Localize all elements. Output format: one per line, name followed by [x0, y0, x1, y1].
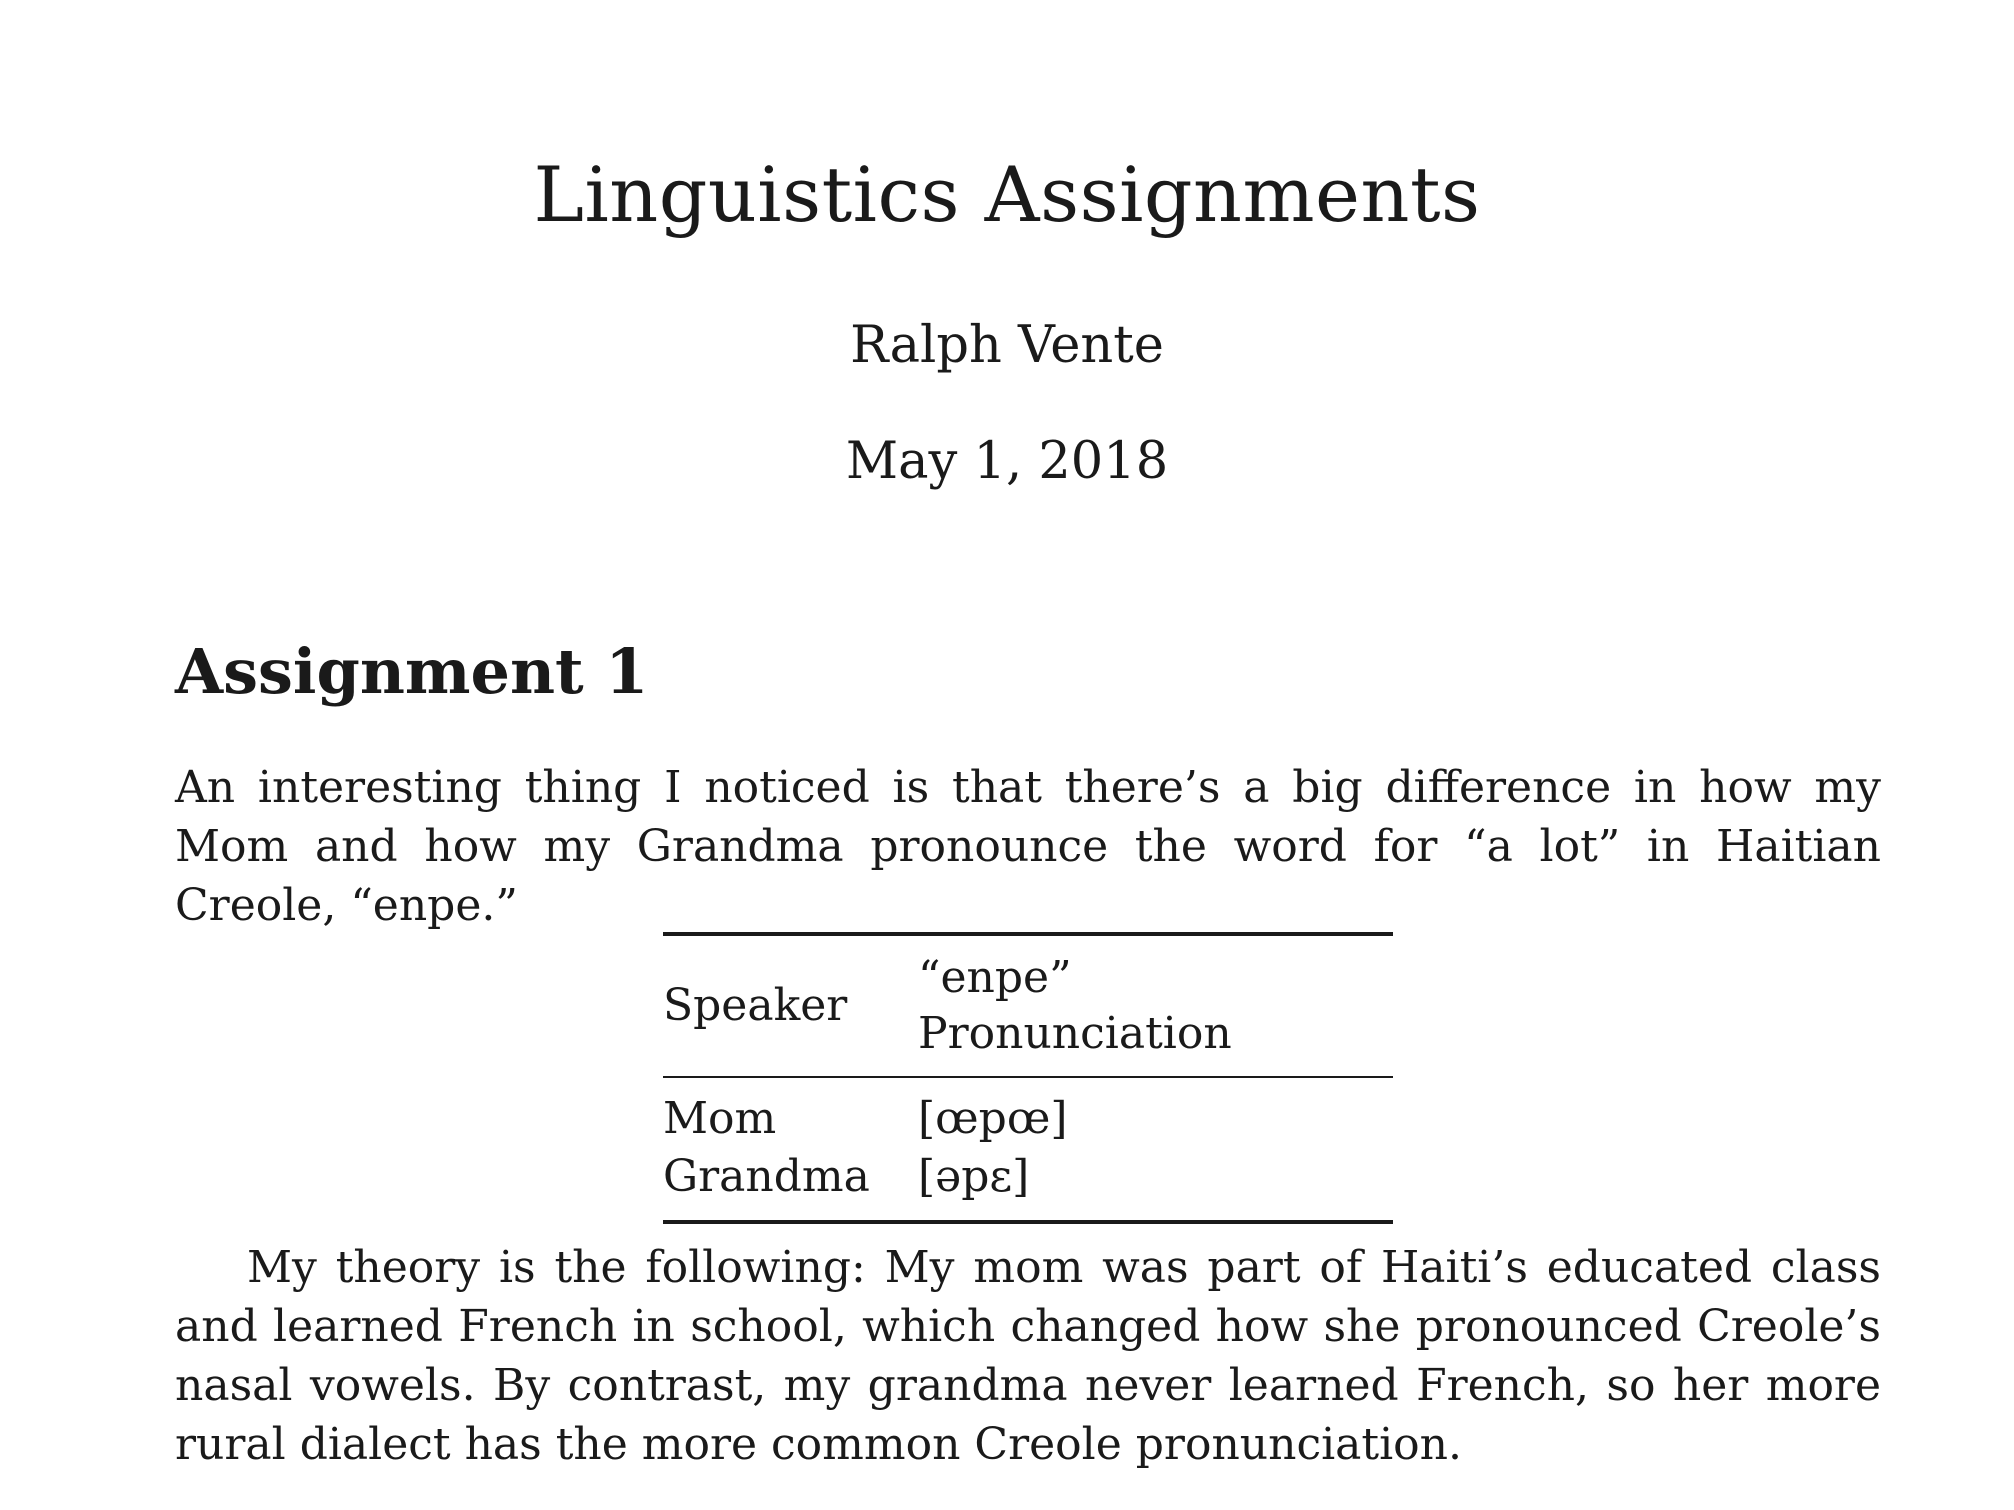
document-date: May 1, 2018: [845, 432, 1169, 491]
table-header-row: [663, 934, 1393, 1077]
paragraph-intro: An interesting thing I noticed is that there’s a big difference in how my Mom and how my Grandma pronounce the word for “a lot” in Haitian Creole, “enpe.”: [175, 762, 1881, 931]
table-header-speaker: Speaker: [663, 980, 848, 1031]
pronunciation-table: [663, 932, 1393, 1224]
table-cell-pronunciation: [œpœ]: [918, 1093, 1068, 1144]
table-cell-speaker: Grandma: [663, 1151, 870, 1202]
table-cell-pronunciation: [əpɛ]: [918, 1151, 1030, 1202]
document-author: Ralph Vente: [850, 316, 1164, 375]
section-heading: Assignment 1: [175, 635, 649, 708]
table-row: [663, 1077, 1393, 1148]
table-header-pronunciation: “enpe” Pronunciation: [918, 952, 1232, 1059]
table-row: [663, 1148, 1393, 1222]
paragraph-theory: My theory is the following: My mom was part of Haiti’s educated class and learned French in school, which changed how she pronounced Creole’s nasal vowels. By contrast, my grandma never learned French, so her more rural dialect has the more common Creole pronunciation.: [175, 1242, 1881, 1470]
pronunciation-table-container: [663, 932, 1393, 1224]
table-cell-speaker: Mom: [663, 1093, 777, 1144]
document-title: Linguistics Assignments: [533, 150, 1481, 239]
